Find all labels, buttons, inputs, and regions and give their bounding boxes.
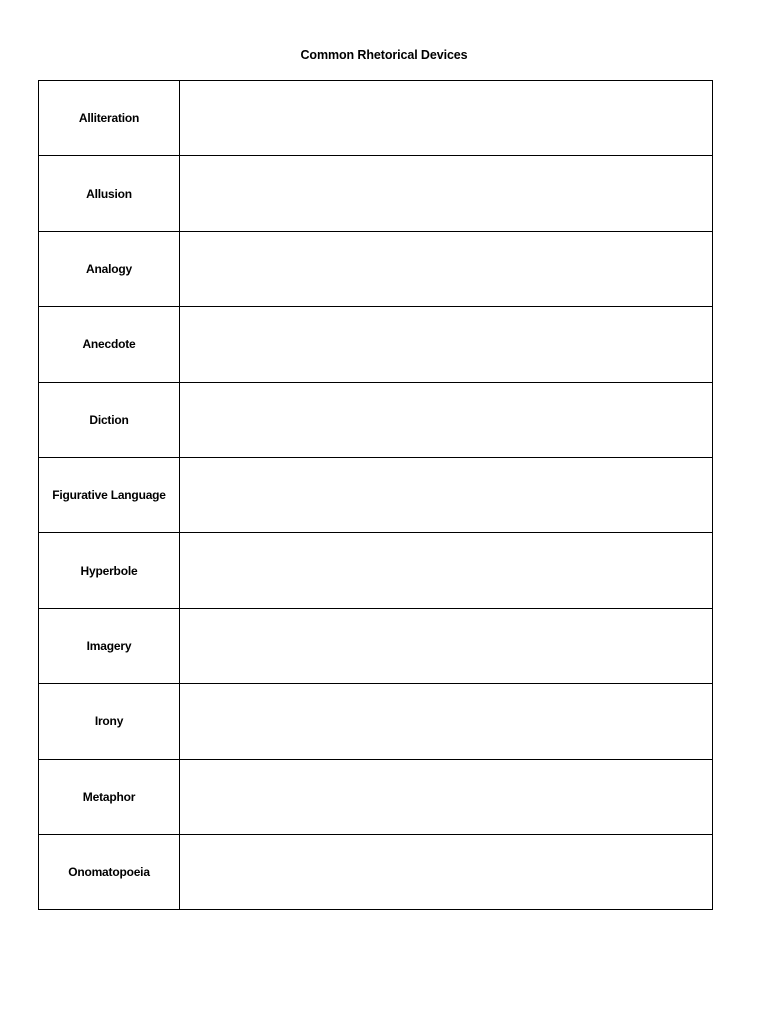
term-cell-alliteration: Alliteration [39,81,180,156]
table-row [39,684,713,759]
term-cell-analogy: Analogy [39,231,180,306]
table-row [39,231,713,306]
definition-cell-anecdote[interactable] [180,307,713,382]
definition-cell-analogy[interactable] [180,231,713,306]
term-cell-imagery: Imagery [39,608,180,683]
page-title: Common Rhetorical Devices [300,48,468,62]
table-row [39,307,713,382]
definition-cell-onomatopoeia[interactable] [180,834,713,909]
table-row [39,382,713,457]
definition-cell-irony[interactable] [180,684,713,759]
definition-cell-metaphor[interactable] [180,759,713,834]
table-row [39,834,713,909]
table-row [39,457,713,532]
term-cell-metaphor: Metaphor [39,759,180,834]
table-row [39,533,713,608]
definition-cell-allusion[interactable] [180,156,713,231]
term-cell-figurative-language: Figurative Language [39,457,180,532]
definition-cell-imagery[interactable] [180,608,713,683]
table-row [39,608,713,683]
term-cell-diction: Diction [39,382,180,457]
term-cell-anecdote: Anecdote [39,307,180,382]
definition-cell-hyperbole[interactable] [180,533,713,608]
definition-cell-alliteration[interactable] [180,81,713,156]
definition-cell-diction[interactable] [180,382,713,457]
term-cell-onomatopoeia: Onomatopoeia [39,834,180,909]
table-row [39,156,713,231]
definition-cell-figurative-language[interactable] [180,457,713,532]
term-cell-hyperbole: Hyperbole [39,533,180,608]
table-row [39,81,713,156]
table-row [39,759,713,834]
term-cell-irony: Irony [39,684,180,759]
rhetorical-devices-table [38,80,713,910]
term-cell-allusion: Allusion [39,156,180,231]
